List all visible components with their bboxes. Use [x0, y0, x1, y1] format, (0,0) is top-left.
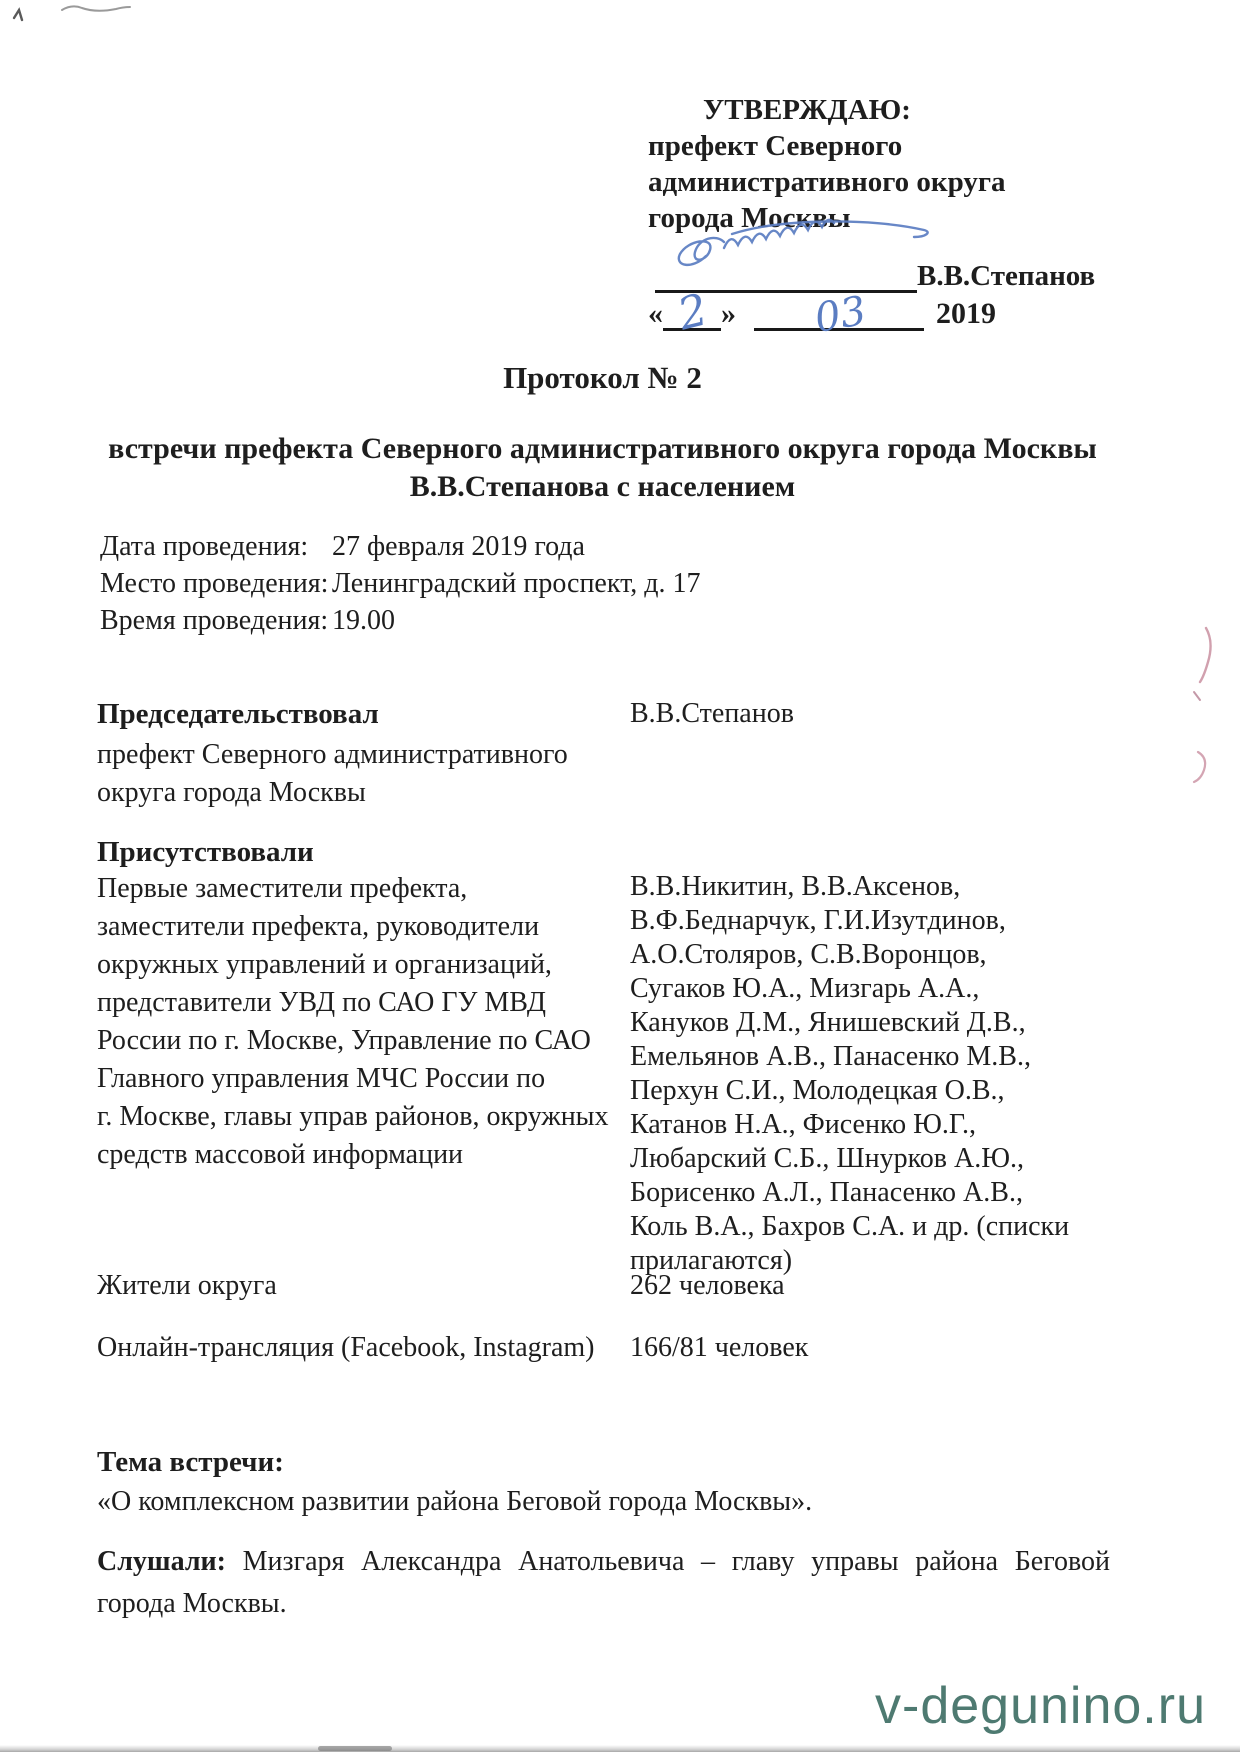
- detail-row-place: [100, 565, 700, 602]
- detail-label: Дата проведения:: [100, 531, 309, 562]
- attendees-names: [630, 870, 1069, 1278]
- quote-close: »: [721, 297, 736, 330]
- approval-stamp-label: УТВЕРЖДАЮ:: [703, 94, 911, 126]
- attendees-names-line: Коль В.А., Бахров С.А. и др. (списки: [630, 1211, 1070, 1242]
- attendees-description-line: представители УВД по САО ГУ МВД: [97, 987, 547, 1018]
- attendees-names-line: Перхун С.И., Молодецкая О.В.,: [630, 1075, 1005, 1106]
- attendees-heading: Присутствовали: [97, 836, 314, 868]
- approval-approver-line: префект Северного: [648, 130, 903, 162]
- attendees-names-line: Борисенко А.Л., Панасенко А.В.,: [630, 1177, 1023, 1208]
- listened-label: Слушали:: [97, 1546, 226, 1577]
- approval-date-line: [648, 284, 996, 342]
- topic-heading: Тема встречи:: [97, 1446, 284, 1478]
- attendees-names-line: Емельянов А.В., Панасенко М.В.,: [630, 1041, 1031, 1072]
- chairman-heading: Председательствовал: [97, 698, 379, 730]
- meeting-subtitle: [95, 430, 1110, 506]
- attendees-description-line: Главного управления МЧС России по: [97, 1063, 546, 1094]
- handwritten-day: 2: [673, 284, 713, 341]
- listened-paragraph-line1: [97, 1546, 1110, 1578]
- scan-edge-bottom: [0, 1745, 1240, 1752]
- date-day-slot: [663, 284, 721, 341]
- attendees-description-line: заместители префекта, руководители: [97, 911, 540, 942]
- attendees-description-line: России по г. Москве, Управление по САО: [97, 1025, 591, 1056]
- quote-open: «: [648, 297, 663, 330]
- detail-row-date: [100, 528, 700, 565]
- chairman-description: [97, 736, 568, 812]
- handwritten-month: 03: [810, 287, 870, 342]
- attendees-names-line: Любарский С.Б., Шнурков А.Ю.,: [630, 1143, 1024, 1174]
- scan-artifact-top-left: [6, 2, 166, 28]
- date-year: 2019: [936, 297, 996, 330]
- topic-text: «О комплексном развитии района Беговой города Москвы».: [97, 1486, 813, 1517]
- scan-artifact-right-edge: [1178, 620, 1228, 790]
- chairman-name: В.В.Степанов: [630, 698, 794, 729]
- listened-text: Мизгаря Александра Анатольевича – главу управы района Беговой: [242, 1546, 1110, 1577]
- online-broadcast-count: 166/81 человек: [630, 1332, 809, 1363]
- attendees-description-line: средств массовой информации: [97, 1139, 464, 1170]
- listened-paragraph-line2: города Москвы.: [97, 1588, 287, 1619]
- protocol-title: Протокол № 2: [503, 360, 702, 395]
- meeting-details: [100, 528, 700, 639]
- detail-value: 27 февраля 2019 года: [332, 531, 585, 562]
- approver-signature-line: [655, 258, 1095, 292]
- scan-smudge-bottom: [318, 1746, 392, 1751]
- chairman-description-line: префект Северного административного: [97, 739, 568, 770]
- attendees-names-line: Сугаков Ю.А., Мизгарь А.А.,: [630, 973, 980, 1004]
- attendees-names-line: В.В.Никитин, В.В.Аксенов,: [630, 871, 961, 902]
- attendees-names-line: Кануков Д.М., Янишевский Д.В.,: [630, 1007, 1026, 1038]
- residents-label: Жители округа: [97, 1270, 277, 1301]
- attendees-description-line: окружных управлений и организаций,: [97, 949, 552, 980]
- residents-count: 262 человека: [630, 1270, 785, 1301]
- online-broadcast-label: Онлайн-трансляция (Facebook, Instagram): [97, 1332, 595, 1363]
- meeting-subtitle-line: В.В.Степанова с населением: [409, 470, 796, 503]
- attendees-names-line: А.О.Столяров, С.В.Воронцов,: [630, 939, 987, 970]
- detail-label: Место проведения:: [100, 568, 329, 599]
- attendees-names-line: прилагаются): [630, 1245, 793, 1276]
- attendees-description-line: Первые заместители префекта,: [97, 873, 468, 904]
- detail-value: Ленинградский проспект, д. 17: [332, 568, 701, 599]
- detail-row-time: [100, 602, 700, 639]
- attendees-names-line: Катанов Н.А., Фисенко Ю.Г.,: [630, 1109, 976, 1140]
- detail-label: Время проведения:: [100, 605, 329, 636]
- watermark-site-url: v-degunino.ru: [875, 1677, 1206, 1735]
- chairman-description-line: округа города Москвы: [97, 777, 366, 808]
- approval-approver-line: административного округа: [648, 166, 1006, 198]
- attendees-description: [97, 870, 609, 1174]
- meeting-subtitle-line: встречи префекта Северного административного округа города Москвы: [108, 432, 1097, 465]
- date-month-slot: [754, 287, 924, 342]
- approval-approver-line: города Москвы: [648, 202, 851, 234]
- attendees-description-line: г. Москве, главы управ районов, окружных: [97, 1101, 609, 1132]
- approver-name: В.В.Степанов: [917, 260, 1096, 292]
- detail-value: 19.00: [332, 605, 395, 636]
- attendees-names-line: В.Ф.Беднарчук, Г.И.Изутдинов,: [630, 905, 1006, 936]
